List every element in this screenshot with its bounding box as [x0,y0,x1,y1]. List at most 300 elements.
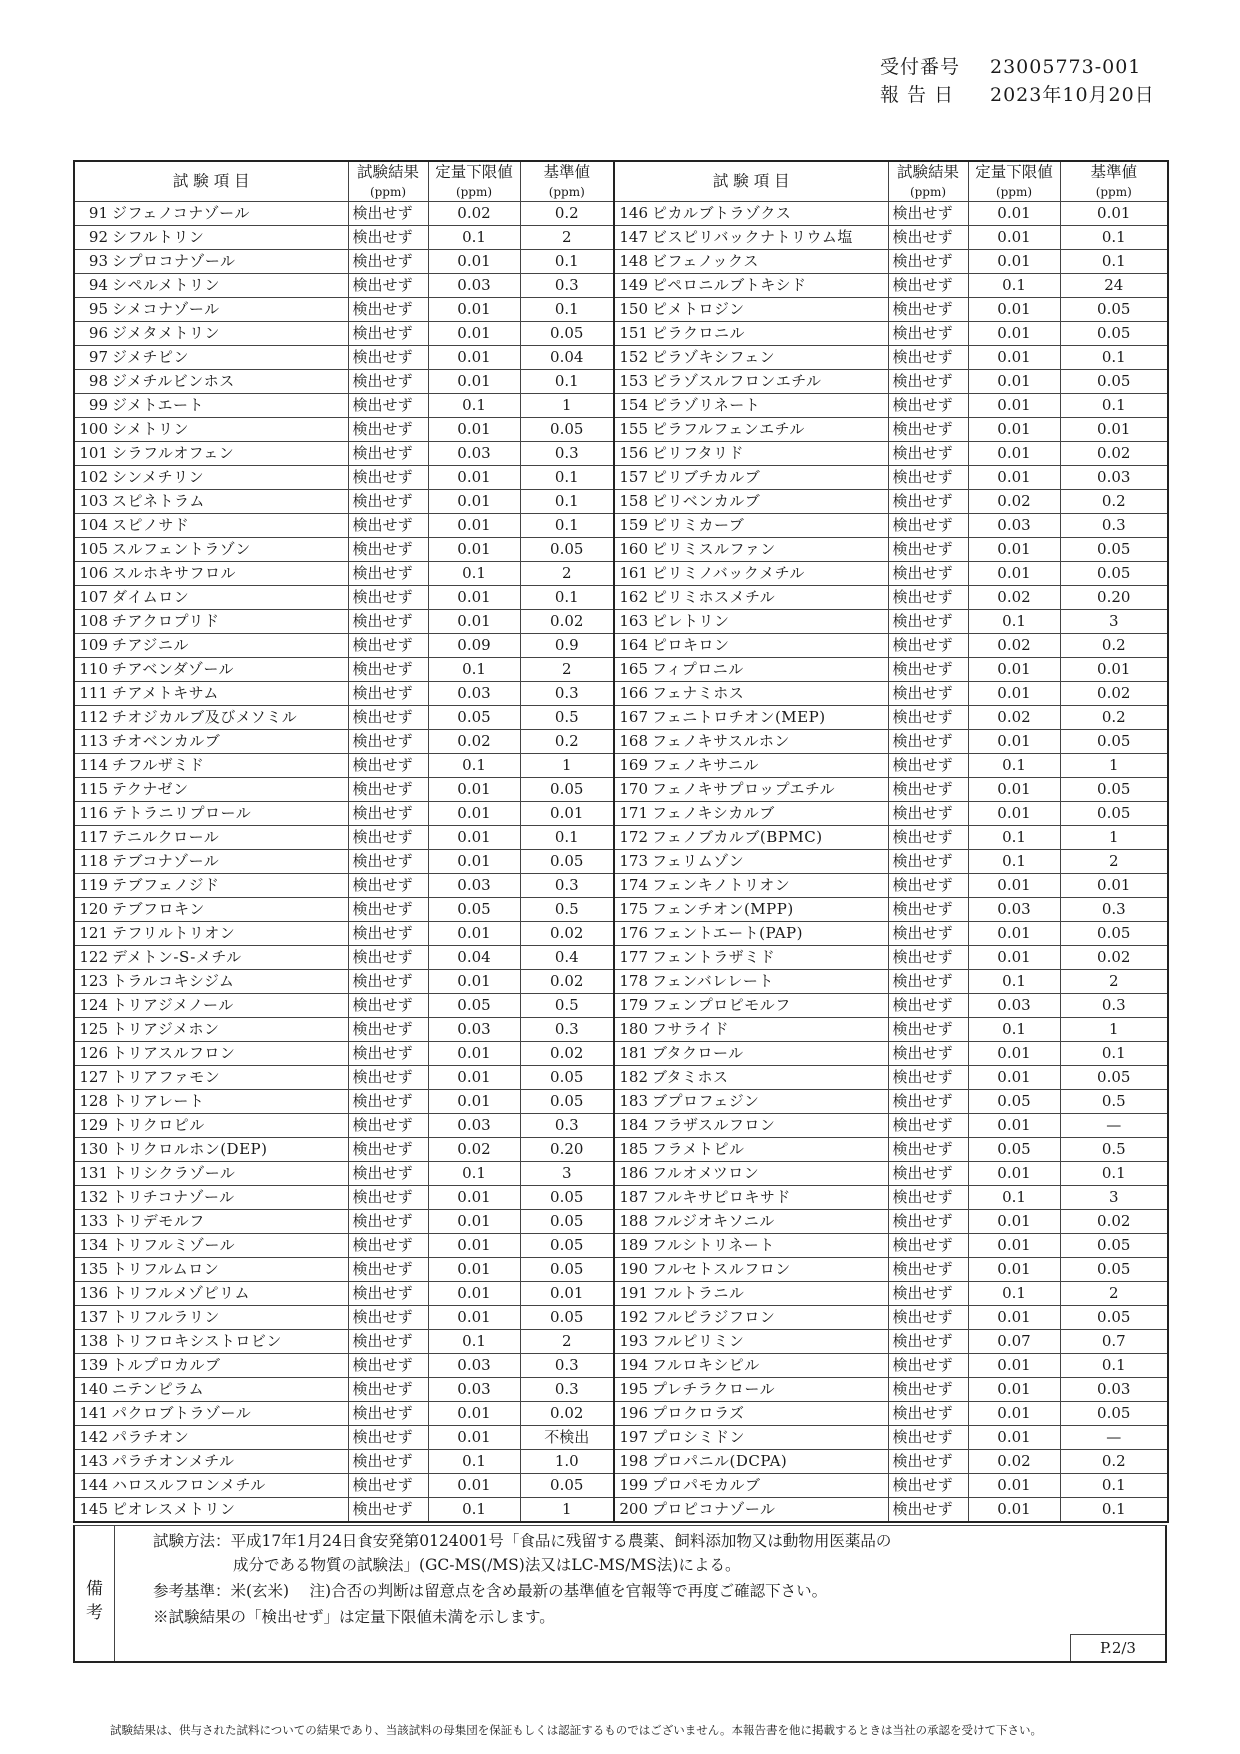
loq-cell: 0.01 [428,1474,520,1498]
receipt-number-label: 受付番号 [880,56,961,78]
item-name: フルジオキソニル [652,1212,775,1230]
loq-cell: 0.05 [428,994,520,1018]
result-cell: 検出せず [348,1306,428,1330]
result-cell: 検出せず [348,442,428,466]
result-cell: 検出せず [888,826,968,850]
item-name: スルホキサフロル [112,564,237,582]
loq-cell: 0.01 [428,1042,520,1066]
loq-cell: 0.01 [968,922,1060,946]
item-cell [614,538,888,562]
item-name: フェノキサスルホン [652,732,790,750]
item-number: 107 [79,588,108,606]
result-cell: 検出せず [888,1330,968,1354]
loq-cell: 0.01 [968,1042,1060,1066]
table-row [74,706,1168,730]
result-cell: 検出せず [888,1474,968,1498]
item-number: 108 [79,612,108,630]
result-cell: 検出せず [348,586,428,610]
item-name: プレチラクロール [652,1380,776,1398]
item-cell [614,826,888,850]
item-cell [74,202,348,226]
standard-cell: 1 [520,394,614,418]
test-results-table [73,160,1169,1523]
remarks-label-2: 考 [86,1603,103,1623]
result-cell: 検出せず [348,922,428,946]
report-date-label: 報 告 日 [880,84,955,106]
table-row [74,466,1168,490]
item-name: プロクロラズ [652,1404,745,1422]
standard-cell: 0.02 [520,922,614,946]
loq-cell: 0.05 [428,706,520,730]
result-cell: 検出せず [348,226,428,250]
item-cell [614,1162,888,1186]
item-cell [74,850,348,874]
result-cell: 検出せず [348,202,428,226]
item-cell [614,586,888,610]
result-cell: 検出せず [348,562,428,586]
table-row [74,1450,1168,1474]
loq-cell: 0.01 [968,202,1060,226]
loq-cell: 0.01 [428,1210,520,1234]
table-row [74,946,1168,970]
item-name: テクナゼン [112,780,189,798]
standard-cell: 0.1 [1060,1162,1168,1186]
item-cell [614,802,888,826]
loq-cell: 0.01 [968,1354,1060,1378]
item-number: 139 [79,1356,108,1374]
result-cell: 検出せず [888,1066,968,1090]
item-name: プロパニル(DCPA) [652,1452,788,1470]
table-row [74,1354,1168,1378]
item-number: 200 [619,1500,648,1518]
item-cell [74,346,348,370]
standard-cell: 0.1 [1060,1042,1168,1066]
standard-cell: 24 [1060,274,1168,298]
item-cell [74,274,348,298]
item-cell [614,562,888,586]
standard-cell: 0.05 [1060,922,1168,946]
result-cell: 検出せず [348,1282,428,1306]
item-cell [614,346,888,370]
result-cell: 検出せず [348,1210,428,1234]
standard-cell: 0.04 [520,346,614,370]
standard-cell: 0.01 [1060,202,1168,226]
item-name: フィプロニル [652,660,744,678]
loq-cell: 0.01 [968,298,1060,322]
item-name: シペルメトリン [112,276,221,294]
standard-cell: 0.05 [520,322,614,346]
item-name: ビフェノックス [652,252,759,270]
item-number: 174 [619,876,648,894]
result-cell: 検出せず [348,874,428,898]
standard-cell: 0.2 [520,202,614,226]
result-cell: 検出せず [348,274,428,298]
item-number: 93 [88,252,108,270]
table-row [74,418,1168,442]
item-number: 161 [619,564,648,582]
table-row [74,1498,1168,1523]
standard-cell: 0.3 [520,874,614,898]
header-item-right: 試 験 項 目 [614,161,888,202]
result-cell: 検出せず [348,1042,428,1066]
standard-cell: 0.05 [1060,1258,1168,1282]
item-number: 115 [79,780,108,798]
standard-cell: 0.1 [520,490,614,514]
item-name: フサライド [652,1020,730,1038]
loq-cell: 0.02 [428,1138,520,1162]
item-number: 152 [619,348,648,366]
table-row [74,202,1168,226]
standard-cell: 0.02 [1060,1210,1168,1234]
item-name: フェノブカルブ(BPMC) [652,828,823,846]
item-number: 126 [79,1044,108,1062]
item-name: シプロコナゾール [112,252,236,270]
standard-cell: — [1060,1426,1168,1450]
item-number: 193 [619,1332,648,1350]
loq-cell: 0.1 [428,754,520,778]
standard-cell: 0.05 [520,1258,614,1282]
item-cell [614,634,888,658]
result-cell: 検出せず [888,922,968,946]
result-cell: 検出せず [348,1258,428,1282]
item-name: トリアジメノール [112,996,234,1014]
table-row [74,538,1168,562]
item-cell [614,1498,888,1523]
item-cell [614,322,888,346]
item-cell [74,418,348,442]
item-cell [74,658,348,682]
item-number: 192 [619,1308,648,1326]
result-cell: 検出せず [888,658,968,682]
item-name: チアベンダゾール [112,660,235,678]
result-cell: 検出せず [348,658,428,682]
item-cell [74,442,348,466]
standard-cell: 0.1 [1060,1474,1168,1498]
item-number: 186 [619,1164,648,1182]
standard-cell: 0.05 [1060,1066,1168,1090]
standard-cell: 2 [520,1330,614,1354]
item-number: 117 [79,828,108,846]
header-loq-left: 定量下限値 [428,161,520,183]
table-row [74,1402,1168,1426]
item-number: 160 [619,540,648,558]
remarks-label [75,1526,115,1661]
standard-cell: — [1060,1114,1168,1138]
result-cell: 検出せず [888,1402,968,1426]
result-cell: 検出せず [888,874,968,898]
loq-cell: 0.02 [428,730,520,754]
remarks-test-method: 試験方法：平成17年1月24日食安発第0124001号「食品に残留する農薬、飼料添加物又は動物用医薬品の [153,1532,892,1550]
item-number: 172 [619,828,648,846]
standard-cell: 0.1 [1060,1354,1168,1378]
item-number: 112 [79,708,108,726]
loq-cell: 0.01 [968,778,1060,802]
standard-cell: 0.05 [520,1474,614,1498]
loq-cell: 0.01 [428,1426,520,1450]
loq-cell: 0.01 [428,490,520,514]
result-cell: 検出せず [888,1138,968,1162]
result-cell: 検出せず [348,706,428,730]
item-name: チフルザミド [112,756,205,774]
standard-cell: 0.01 [1060,874,1168,898]
standard-cell: 1.0 [520,1450,614,1474]
item-number: 120 [79,900,108,918]
result-cell: 検出せず [348,610,428,634]
standard-cell: 0.3 [520,442,614,466]
item-name: ピリブチカルブ [652,468,761,486]
remarks-reference-standard: 参考基準：米(玄米) 注)合否の判断は留意点を含め最新の基準値を官報等で再度ご確認下さい。 [153,1582,828,1600]
result-cell: 検出せず [888,634,968,658]
item-name: トリデモルフ [112,1212,205,1230]
loq-cell: 0.02 [968,490,1060,514]
standard-cell: 0.1 [520,826,614,850]
loq-cell: 0.01 [968,1426,1060,1450]
table-row [74,1018,1168,1042]
item-cell [614,466,888,490]
result-cell: 検出せず [348,514,428,538]
item-cell [74,1378,348,1402]
item-cell [614,1282,888,1306]
item-cell [74,322,348,346]
item-number: 131 [79,1164,108,1182]
loq-cell: 0.03 [428,1018,520,1042]
item-number: 123 [79,972,108,990]
result-cell: 検出せず [888,682,968,706]
unit-loq-right: (ppm) [968,183,1060,202]
table-row [74,1258,1168,1282]
table-row [74,1138,1168,1162]
item-number: 194 [619,1356,648,1374]
item-cell [614,490,888,514]
item-number: 134 [79,1236,108,1254]
item-name: ブタクロール [652,1044,744,1062]
item-name: デメトン-S-メチル [112,948,242,966]
table-row [74,1330,1168,1354]
item-name: ピラゾキシフェン [652,348,776,366]
loq-cell: 0.01 [428,466,520,490]
item-cell [614,442,888,466]
loq-cell: 0.03 [428,274,520,298]
item-number: 136 [79,1284,108,1302]
item-cell [614,1114,888,1138]
item-cell [74,1042,348,1066]
item-cell [74,1018,348,1042]
item-number: 104 [79,516,108,534]
item-name: トリアファモン [112,1068,221,1086]
item-name: ニテンピラム [112,1380,205,1398]
item-cell [74,1066,348,1090]
item-name: トリフロキシストロビン [112,1332,282,1350]
standard-cell: 0.2 [1060,490,1168,514]
standard-cell: 0.05 [520,1306,614,1330]
item-cell [74,1282,348,1306]
item-number: 155 [619,420,648,438]
item-cell [614,898,888,922]
item-cell [74,706,348,730]
item-number: 196 [619,1404,648,1422]
loq-cell: 0.01 [968,658,1060,682]
item-name: ピロキロン [652,636,730,654]
table-row [74,442,1168,466]
item-name: フルシトリネート [652,1236,775,1254]
item-name: テニルクロール [112,828,220,846]
result-cell: 検出せず [348,1138,428,1162]
standard-cell: 0.20 [1060,586,1168,610]
table-row [74,682,1168,706]
item-name: フラメトピル [652,1140,745,1158]
item-cell [74,1114,348,1138]
item-cell [74,226,348,250]
loq-cell: 0.01 [428,346,520,370]
loq-cell: 0.05 [968,1138,1060,1162]
table-row [74,1474,1168,1498]
loq-cell: 0.01 [968,730,1060,754]
standard-cell: 0.01 [520,1282,614,1306]
item-cell [74,490,348,514]
result-cell: 検出せず [348,1018,428,1042]
loq-cell: 0.03 [428,1354,520,1378]
result-cell: 検出せず [888,1258,968,1282]
item-number: 159 [619,516,648,534]
result-cell: 検出せず [348,538,428,562]
standard-cell: 1 [1060,1018,1168,1042]
item-number: 137 [79,1308,108,1326]
item-name: フェノキサニル [652,756,759,774]
item-cell [74,1354,348,1378]
item-number: 116 [79,804,108,822]
standard-cell: 0.01 [1060,418,1168,442]
standard-cell: 0.01 [520,802,614,826]
item-name: フルオメツロン [652,1164,760,1182]
item-name: チアメトキサム [112,684,219,702]
loq-cell: 0.01 [968,1258,1060,1282]
result-cell: 検出せず [888,610,968,634]
loq-cell: 0.01 [428,586,520,610]
item-name: スピノサド [112,516,190,534]
item-name: ピリミカーブ [652,516,745,534]
standard-cell: 0.7 [1060,1330,1168,1354]
item-name: トリフルムロン [112,1260,220,1278]
loq-cell: 0.05 [968,1090,1060,1114]
result-cell: 検出せず [888,298,968,322]
table-row [74,1210,1168,1234]
item-cell [74,250,348,274]
loq-cell: 0.01 [968,1402,1060,1426]
item-number: 162 [619,588,648,606]
item-cell [614,1234,888,1258]
standard-cell: 0.02 [1060,442,1168,466]
result-cell: 検出せず [888,946,968,970]
loq-cell: 0.01 [428,1402,520,1426]
result-cell: 検出せず [348,394,428,418]
item-cell [614,1474,888,1498]
item-number: 169 [619,756,648,774]
item-name: パラチオン [112,1428,190,1446]
loq-cell: 0.01 [428,1066,520,1090]
item-name: シンメチリン [112,468,205,486]
item-name: テフリルトリオン [112,924,236,942]
loq-cell: 0.01 [968,418,1060,442]
result-cell: 検出せず [348,1354,428,1378]
table-row [74,490,1168,514]
item-cell [614,778,888,802]
loq-cell: 0.1 [968,826,1060,850]
item-number: 95 [88,300,108,318]
result-cell: 検出せず [348,682,428,706]
item-number: 127 [79,1068,108,1086]
item-name: ピラゾリネート [652,396,761,414]
standard-cell: 0.1 [520,466,614,490]
item-name: パラチオンメチル [112,1452,235,1470]
standard-cell: 0.05 [520,778,614,802]
loq-cell: 0.1 [428,1162,520,1186]
item-name: ジメタメトリン [112,324,221,342]
item-cell [614,1018,888,1042]
item-number: 96 [88,324,108,342]
standard-cell: 0.05 [520,538,614,562]
item-cell [614,1066,888,1090]
loq-cell: 0.01 [428,370,520,394]
item-name: フルトラニル [652,1284,745,1302]
standard-cell: 0.5 [520,706,614,730]
item-number: 156 [619,444,648,462]
standard-cell: 0.05 [1060,298,1168,322]
standard-cell: 0.05 [1060,802,1168,826]
loq-cell: 0.01 [428,826,520,850]
item-name: ピリベンカルブ [652,492,761,510]
report-date [880,80,1155,107]
result-cell: 検出せず [888,514,968,538]
item-name: ピリフタリド [652,444,744,462]
table-row [74,1306,1168,1330]
standard-cell: 1 [1060,826,1168,850]
result-cell: 検出せず [888,346,968,370]
item-number: 98 [88,372,108,390]
item-cell [74,1090,348,1114]
loq-cell: 0.02 [428,202,520,226]
item-name: プロシミドン [652,1428,746,1446]
result-cell: 検出せず [348,1378,428,1402]
standard-cell: 1 [1060,754,1168,778]
loq-cell: 0.01 [428,298,520,322]
item-cell [614,1258,888,1282]
loq-cell: 0.01 [968,394,1060,418]
standard-cell: 0.05 [1060,562,1168,586]
loq-cell: 0.07 [968,1330,1060,1354]
result-cell: 検出せず [888,778,968,802]
item-number: 182 [619,1068,648,1086]
item-cell [74,514,348,538]
item-cell [74,1234,348,1258]
item-name: フェンチオン(MPP) [652,900,794,918]
item-cell [614,202,888,226]
standard-cell: 2 [520,658,614,682]
standard-cell: 0.2 [1060,706,1168,730]
result-cell: 検出せず [348,1090,428,1114]
loq-cell: 0.01 [428,610,520,634]
table-row [74,1090,1168,1114]
item-cell [74,1330,348,1354]
item-name: ジフェノコナゾール [112,204,250,222]
result-cell: 検出せず [888,418,968,442]
standard-cell: 0.05 [520,1090,614,1114]
loq-cell: 0.01 [428,1234,520,1258]
standard-cell: 1 [520,1498,614,1523]
item-name: ピラクロニル [652,324,746,342]
loq-cell: 0.01 [968,1498,1060,1523]
item-name: トリシクラゾール [112,1164,236,1182]
item-number: 118 [79,852,108,870]
